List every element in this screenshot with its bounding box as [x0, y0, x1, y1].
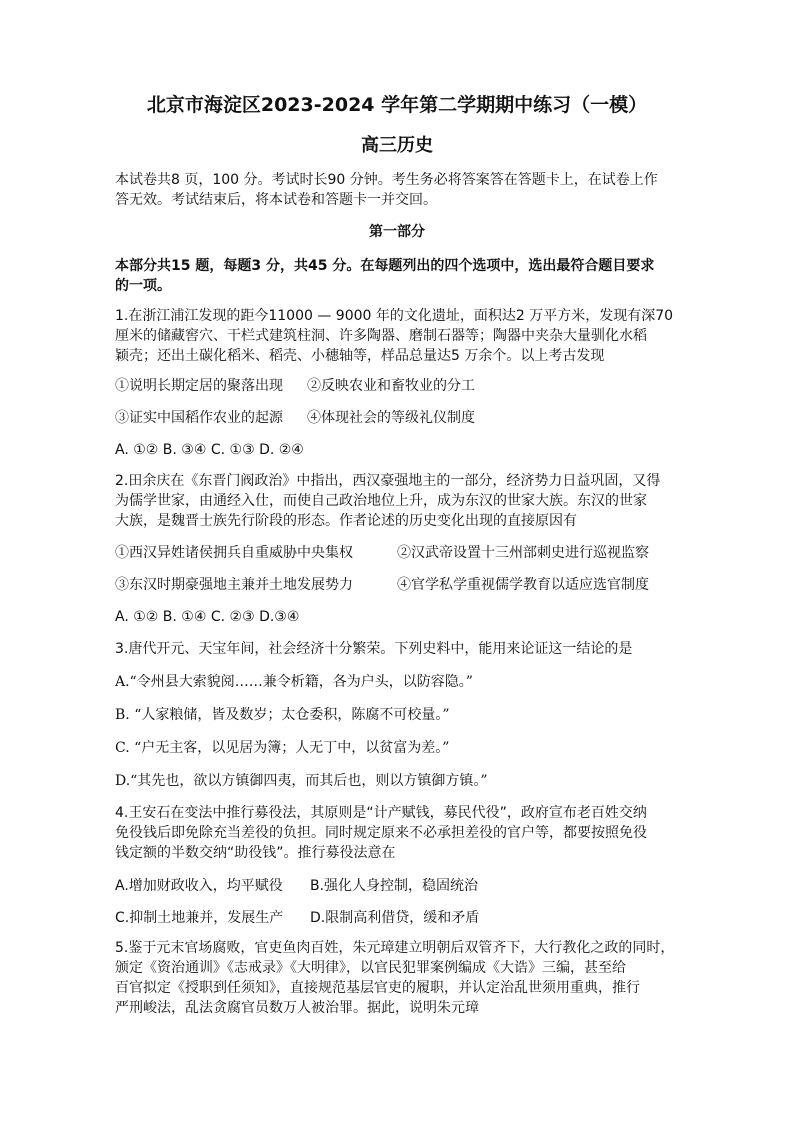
q5-stem-line-3: 百官拟定《授职到任须知》，直接规范基层官吏的履职，并认定治乱世须用重典，推行 [115, 980, 640, 996]
q5-stem-line-1: 5.鉴于元末官场腐败，官吏鱼肉百姓，朱元璋建立明朝后双管齐下，大行教化之政的同时， [115, 940, 675, 956]
q4-stem-line-1: 4.王安石在变法中推行募役法，其原则是“计产赋钱，募民代役”，政府宣布老百姓交纳 [115, 805, 647, 821]
q1-choices: A. ①② B. ③④ C. ①③ D. ②④ [115, 442, 304, 458]
q1-stem-line-1: 1.在浙江浦江发现的距今11000 — 9000 年的文化遗址，面积达2 万平方米，发现有深70 [115, 308, 674, 324]
section-instructions-1: 本部分共15 题，每题3 分，共45 分。在每题列出的四个选项中，选出最符合题目要求 [115, 258, 655, 274]
q5-stem-line-2: 颁定《资治通训》《志戒录》《大明律》，以官民犯罪案例编成《大诰》三编，甚至给 [115, 960, 626, 976]
q3-option-c: C. “户无主客，以见居为簿；人无丁中，以贫富为差。” [115, 740, 450, 756]
q3-option-a: A.“令州县大索貌阅……兼令析籍，各为户头，以防容隐。” [115, 674, 473, 690]
q3-stem: 3.唐代开元、天宝年间，社会经济十分繁荣。下列史料中，能用来论证这一结论的是 [115, 641, 633, 657]
exam-title: 北京市海淀区2023-2024 学年第二学期期中练习（一模） [146, 94, 648, 116]
q2-stem-line-3: 大族，是魏晋士族先行阶段的形态。作者论述的历史变化出现的直接原因有 [115, 513, 577, 529]
section-instructions-2: 的一项。 [115, 278, 171, 294]
q4-option-b: B.强化人身控制，稳固统治 [310, 878, 479, 894]
q1-item-1: ①说明长期定居的聚落出现 [115, 378, 283, 394]
q4-option-c: C.抑制土地兼并，发展生产 [115, 910, 284, 926]
q1-items-row-2 [115, 408, 684, 428]
q4-options-row-2 [115, 908, 684, 928]
q4-options-row-1 [115, 876, 684, 896]
q1-items-row-1 [115, 376, 684, 396]
q2-items-row-2 [115, 575, 684, 595]
q2-item-1: ①西汉异姓诸侯拥兵自重威胁中央集权 [115, 545, 353, 561]
section-title: 第一部分 [369, 224, 425, 240]
q4-stem-line-2: 免役钱后即免除充当差役的负担。同时规定原来不必承担差役的官户等，都要按照免役 [115, 825, 647, 841]
q4-option-a: A.增加财政收入，均平赋役 [115, 878, 283, 894]
q1-stem-line-2: 厘米的储藏窖穴、干栏式建筑柱洞、许多陶器、磨制石器等；陶器中夹杂大量驯化水稻 [115, 328, 647, 344]
q5-stem-line-4: 严刑峻法，乱法贪腐官员数万人被治罪。据此，说明朱元璋 [115, 1000, 479, 1016]
q1-item-2: ②反映农业和畜牧业的分工 [307, 378, 475, 394]
intro-line-1: 本试卷共8 页，100 分。考试时长90 分钟。考生务必将答案答在答题卡上，在试卷上作 [115, 172, 658, 188]
q2-item-2: ②汉武帝设置十三州部刺史进行巡视监察 [397, 545, 649, 561]
q2-item-3: ③东汉时期豪强地主兼并土地发展势力 [115, 577, 353, 593]
q2-stem-line-2: 为儒学世家，由通经入仕，而使自己政治地位上升，成为东汉的世家大族。东汉的世家 [115, 493, 647, 509]
subject-title: 高三历史 [361, 135, 433, 156]
intro-line-2: 答无效。考试结束后，将本试卷和答题卡一并交回。 [115, 192, 437, 208]
q1-item-3: ③证实中国稻作农业的起源 [115, 410, 283, 426]
q3-option-b: B. “人家粮储，皆及数岁；太仓委积，陈腐不可校量。” [115, 707, 450, 723]
q2-item-4: ④官学私学重视儒学教育以适应选官制度 [397, 577, 649, 593]
q1-stem-line-3: 颖壳；还出土碳化稻米、稻壳、小穗轴等，样品总量达5 万余个。以上考古发现 [115, 348, 605, 364]
q2-stem-line-1: 2.田余庆在《东晋门阀政治》中指出，西汉豪强地主的一部分，经济势力日益巩固，又得 [115, 473, 661, 489]
q2-items-row-1 [115, 543, 684, 563]
q1-item-4: ④体现社会的等级礼仪制度 [307, 410, 475, 426]
q4-stem-line-3: 钱定额的半数交纳“助役钱”。推行募役法意在 [115, 845, 396, 861]
q3-option-d: D.“其先也，欲以方镇御四夷，而其后也，则以方镇御方镇。” [115, 773, 488, 789]
q4-option-d: D.限制高利借贷，缓和矛盾 [310, 910, 480, 926]
q2-choices: A. ①② B. ①④ C. ②③ D.③④ [115, 609, 300, 625]
